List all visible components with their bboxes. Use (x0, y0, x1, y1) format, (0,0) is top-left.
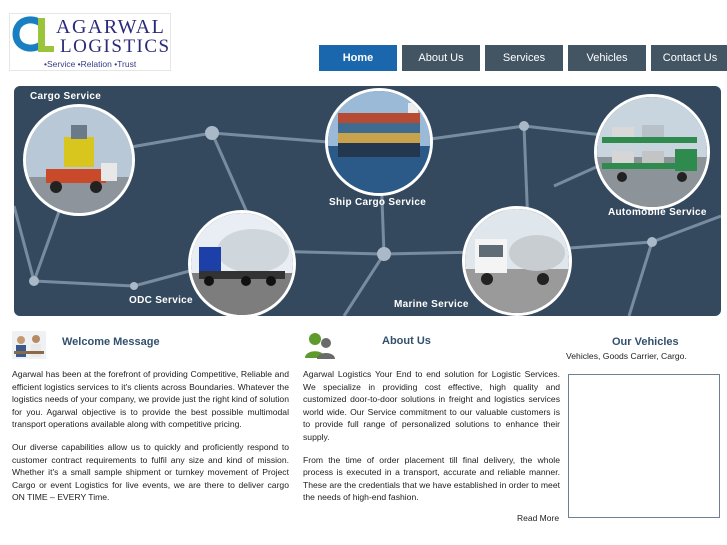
people-meeting-icon (12, 331, 46, 359)
odc-truck-picture (191, 213, 293, 315)
ship-cargo-label: Ship Cargo Service (329, 197, 427, 208)
users-icon (303, 331, 337, 359)
nav-home[interactable]: Home (319, 45, 397, 71)
marine-service-image[interactable] (462, 206, 572, 316)
about-title: About Us (382, 335, 431, 347)
odc-service-label: ODC Service (129, 295, 193, 306)
odc-service-image[interactable] (188, 210, 296, 316)
about-paragraph-1: Agarwal Logistics Your End to end solution for Logistic Services. We specialize in providing cost effective, high quality and customized door-to-door solutions in freight and logistics services world wide. Our Service commitment to our valuable customers is to provide full range of personalized solutions to enhance their supply. (303, 369, 560, 442)
vehicles-subtitle: Vehicles, Goods Carrier, Cargo. (566, 351, 687, 361)
container-ship-picture (328, 91, 430, 193)
site-logo[interactable] (9, 13, 171, 71)
welcome-paragraph-1: Agarwal has been at the forefront of providing Competitive, Reliable and efficient logistics services to it's clients across Boundaries. Whatever the logistics needs of your company, we provide just the right kind of solution for you. Agarwal objective is to provide the best possible multimodal transport operations available along with competitive pricing. (12, 369, 289, 430)
logo-word-2: LOGISTICS (60, 36, 171, 57)
marine-service-label: Marine Service (394, 299, 469, 310)
automobile-image[interactable] (594, 94, 710, 210)
nav-contact-us[interactable]: Contact Us (651, 45, 727, 71)
logo-word-1: AGARWAL (56, 16, 166, 38)
about-text (303, 368, 560, 514)
cargo-service-label: Cargo Service (30, 91, 102, 102)
read-more-link[interactable]: Read More (517, 513, 560, 523)
logo-tagline: •Service •Relation •Trust (44, 59, 137, 69)
cargo-service-image[interactable] (23, 104, 135, 216)
nav-vehicles[interactable]: Vehicles (568, 45, 646, 71)
nav-services[interactable]: Services (485, 45, 563, 71)
car-carrier-picture (597, 97, 707, 207)
welcome-text (12, 368, 289, 514)
welcome-title: Welcome Message (62, 336, 160, 348)
hero-banner (14, 86, 721, 316)
automobile-label: Automobile Service (608, 207, 707, 218)
welcome-paragraph-2: Our diverse capabilities allow us to quickly and proficiently respond to customer contract requirements to fulfil any size and kind of mission. Whether it's a small sample shipment or turnkey movement of Project Cargo or event Logistics for live events, we are there to deliver cargo ON TIME – EVERY Time. (12, 441, 289, 503)
tanker-truck-picture (465, 209, 569, 313)
logo-a-mark-icon (12, 14, 56, 58)
crane-truck-picture (26, 107, 132, 213)
ship-cargo-image[interactable] (325, 88, 433, 196)
main-nav (319, 45, 727, 71)
vehicles-gallery-box (568, 374, 720, 518)
nav-about-us[interactable]: About Us (402, 45, 480, 71)
vehicles-title: Our Vehicles (612, 336, 679, 348)
about-paragraph-2: From the time of order placement till final delivery, the whole process is executed in a transport, accurate and reliable manner. These are the credentials that we have established in order to meet the needs of high-end fashion. (303, 454, 560, 503)
